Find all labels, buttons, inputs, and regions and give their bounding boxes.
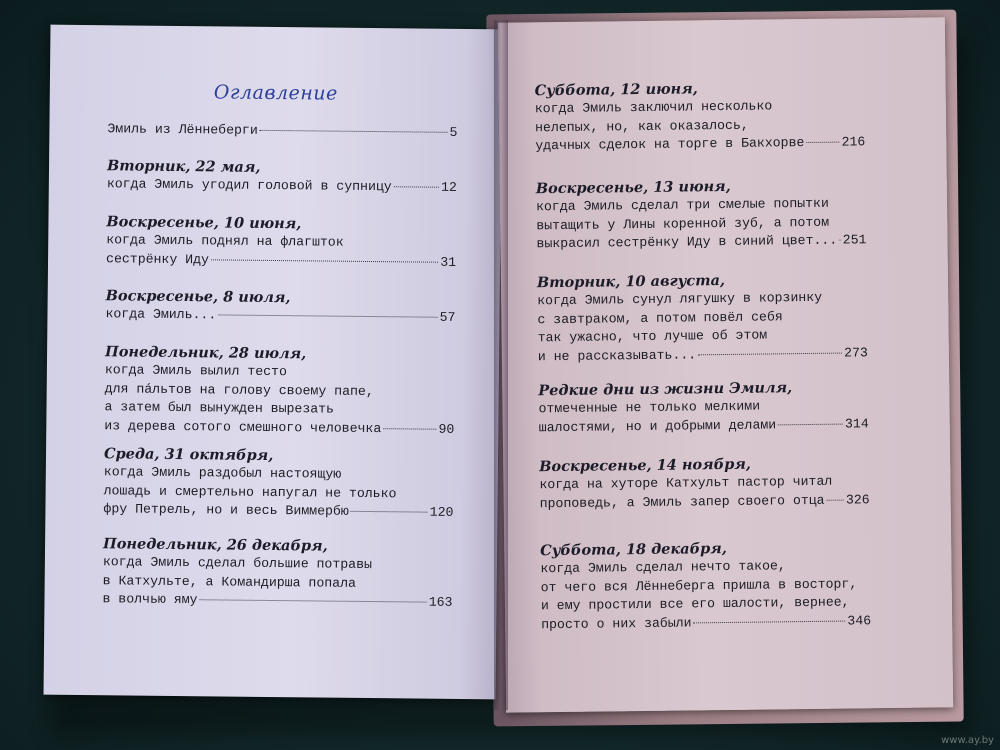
- entry-text: выкрасил сестрёнку Иду в синий цвет...: [536, 232, 838, 252]
- entry-date-heading: Среда, 31 октября,: [103, 445, 274, 465]
- leader-dots: [698, 352, 842, 355]
- toc-title: Оглавление: [213, 81, 338, 105]
- leader-dots: [839, 240, 841, 241]
- entry-text: когда Эмиль вылил тесто: [104, 362, 288, 380]
- toc-entry: [538, 378, 869, 437]
- entry-text: и ему простили все его шалости, вернее,: [540, 594, 850, 614]
- leader-dots: [211, 259, 438, 262]
- entry-date-heading: Вторник, 10 августа,: [536, 272, 726, 292]
- entry-text: с завтраком, а потом повёл себя: [537, 308, 783, 327]
- entry-text: Эмиль из Лённеберги: [107, 121, 258, 138]
- entry-date-heading: Суббота, 12 июня,: [534, 80, 698, 100]
- entry-text: проповедь, а Эмиль запер своего отца: [539, 492, 825, 511]
- leader-dots: [778, 423, 843, 425]
- book-gutter: [494, 20, 508, 710]
- page-number: 12: [440, 179, 457, 195]
- leader-dots: [694, 620, 846, 623]
- toc-entry: [104, 343, 455, 439]
- entry-last-line: [103, 500, 453, 522]
- entry-text: так ужасно, что лучше об этом: [537, 327, 768, 346]
- page-number: 216: [841, 134, 866, 150]
- right-page: [498, 17, 953, 712]
- page-number: 5: [449, 124, 458, 140]
- entry-text: удачных сделок на торге в Бакхорве: [535, 135, 805, 154]
- entry-text: для пáльтов на голову своему папе,: [104, 380, 374, 399]
- entry-text: фру Петрель, но и весь Виммербю: [103, 501, 349, 519]
- page-number: 163: [428, 594, 453, 610]
- entry-text: и не рассказывать...: [537, 346, 697, 364]
- entry-date-heading: Воскресенье, 10 июня,: [106, 213, 302, 233]
- entry-text: когда Эмиль сделал нечто такое,: [540, 558, 786, 577]
- entry-last-line: [104, 417, 454, 439]
- entry-last-line: [106, 250, 456, 272]
- left-page: [44, 25, 503, 700]
- page-number: 346: [847, 612, 872, 629]
- entry-text: нелепых, но, как оказалось,: [534, 117, 749, 135]
- entry-text: от чего вся Лённеберга пришла в восторг,: [540, 575, 858, 595]
- toc-entry: [537, 270, 868, 366]
- page-number: 57: [439, 309, 456, 325]
- leader-dots: [260, 130, 448, 133]
- entry-last-line: [541, 612, 871, 635]
- entry-text: вытащить у Лины коренной зуб, а потом: [536, 214, 830, 233]
- toc-entry: [106, 213, 457, 272]
- leader-dots: [199, 599, 426, 602]
- entry-text: а затем был вынужден вырезать: [104, 399, 335, 417]
- watermark: www.ay.by: [941, 735, 994, 746]
- entry-text: когда Эмиль...: [105, 306, 217, 323]
- entry-last-line: [539, 415, 869, 438]
- page-number: 120: [429, 504, 454, 520]
- entry-text: шалостями, но и добрыми делами: [538, 416, 777, 435]
- entry-date-heading: Воскресенье, 13 июня,: [535, 177, 731, 198]
- entry-text: из дерева сотого смешного человечка: [104, 417, 382, 436]
- entry-text: когда Эмиль сделал три смелые попытки: [535, 195, 829, 215]
- toc-entry: [105, 287, 455, 327]
- entry-text: когда Эмиль сделал большие потравы: [102, 554, 373, 573]
- entry-text: когда Эмиль поднял на флагшток: [106, 232, 344, 250]
- toc-entry: [107, 157, 457, 197]
- entry-last-line: [536, 231, 866, 254]
- toc-entry: [540, 538, 871, 634]
- entry-date-heading: Суббота, 18 декабря,: [540, 539, 727, 560]
- leader-dots: [218, 314, 437, 317]
- entry-last-line: [107, 175, 457, 197]
- entry-text: когда на хуторе Катхульт пастор читал: [539, 473, 833, 493]
- entry-last-line: [535, 133, 865, 156]
- leader-dots: [394, 186, 439, 187]
- entry-date-heading: Воскресенье, 8 июля,: [105, 287, 291, 307]
- page-number: 251: [842, 232, 867, 248]
- entry-text: в волчью яму: [102, 591, 198, 608]
- toc-entry: [536, 176, 867, 254]
- entry-text: лошадь и смертельно напугал не только: [103, 482, 397, 501]
- entry-text: когда Эмиль заключил несколько: [534, 98, 773, 117]
- entry-text: отмеченные не только мелкими: [538, 398, 761, 417]
- entry-last-line: [107, 120, 457, 142]
- entry-date-heading: Понедельник, 26 декабря,: [102, 535, 328, 555]
- entry-text: когда Эмиль раздобыл настоящую: [103, 464, 342, 482]
- toc-entry: [103, 445, 454, 522]
- entry-last-line: [540, 491, 870, 514]
- leader-dots: [806, 142, 839, 143]
- page-number: 90: [438, 421, 455, 437]
- toc-entry: [107, 120, 457, 142]
- toc-entry: [535, 78, 866, 156]
- page-number: 31: [440, 254, 457, 270]
- leader-dots: [383, 428, 436, 430]
- page-number: 314: [844, 415, 869, 432]
- entry-date-heading: Понедельник, 28 июля,: [105, 343, 307, 363]
- entry-date-heading: Вторник, 22 мая,: [106, 157, 261, 176]
- entry-date-heading: Воскресенье, 14 ноября,: [539, 455, 751, 476]
- entry-last-line: [538, 344, 868, 367]
- page-number: 273: [844, 344, 868, 361]
- entry-text: когда Эмиль угодил головой в супницу: [106, 176, 392, 195]
- toc-entry: [539, 454, 870, 513]
- leader-dots: [827, 499, 844, 500]
- entry-last-line: [102, 590, 452, 612]
- entry-text: сестрёнку Иду: [105, 250, 210, 267]
- entry-date-heading: Редкие дни из жизни Эмиля,: [538, 379, 793, 400]
- entry-text: в Катхульте, а Командирша попала: [102, 572, 357, 591]
- entry-text: просто о них забыли: [541, 614, 692, 632]
- entry-text: когда Эмиль сунул лягушку в корзинку: [537, 289, 823, 309]
- toc-entry: [102, 535, 453, 612]
- leader-dots: [351, 511, 428, 513]
- entry-last-line: [105, 305, 455, 327]
- page-number: 326: [845, 491, 870, 508]
